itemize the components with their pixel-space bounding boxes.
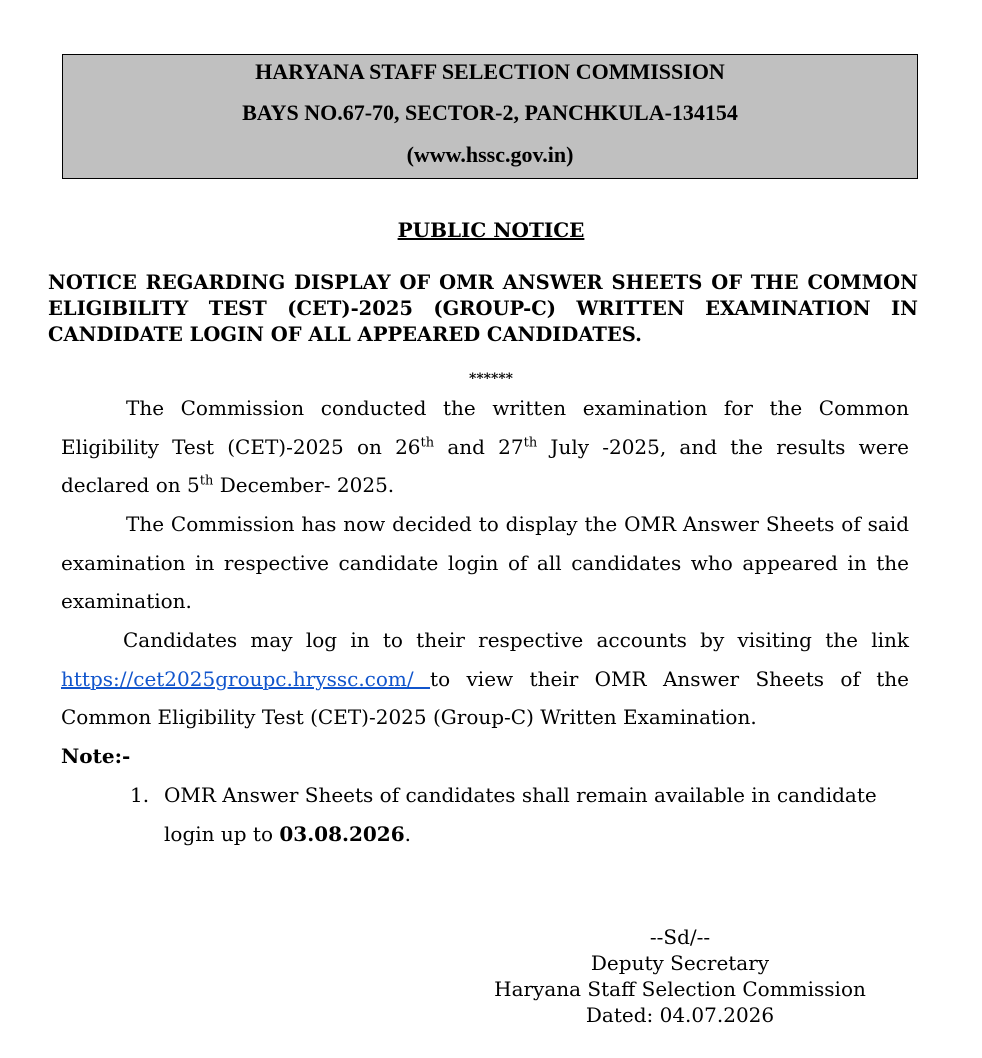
availability-date: 03.08.2026 [279,821,405,846]
header-box [62,54,918,179]
superscript-th: th [523,435,538,451]
note-item-number: 1. [130,783,150,807]
note-label: Note:- [61,744,131,768]
paragraph1-part4: December- 2025. [213,473,395,498]
signatory-organization: Haryana Staff Selection Commission [494,977,866,1001]
signature-sd: --Sd/-- [649,925,711,949]
note-text-after: . [404,821,411,846]
separator: ****** [469,371,513,387]
note-text-before: OMR Answer Sheets of candidates shall remain available in candidate login up to [164,783,877,846]
paragraph-display-decision: The Commission has now decided to display the OMR Answer Sheets of said examination in respective candidate login of all candidates who appeared in the examination. [61,512,909,614]
paragraph-login-instructions [61,621,909,737]
superscript-th: th [199,473,214,489]
notice-date: Dated: 04.07.2026 [585,1003,775,1027]
commission-name: HARYANA STAFF SELECTION COMMISSION [255,59,725,84]
notice-subject: NOTICE REGARDING DISPLAY OF OMR ANSWER SHEETS OF THE COMMON ELIGIBILITY TEST (CET)-2025 (GROUP-C) WRITTEN EXAMINATION IN CANDIDATE LOGIN OF ALL APPEARED CANDIDATES. [48,271,918,346]
paragraph-exam-conducted [61,389,909,505]
candidate-login-link[interactable]: https://cet2025groupc.hryssc.com/ [61,666,431,691]
paragraph1-part2: and 27 [434,434,524,459]
paragraph3-before: Candidates may log in to their respective accounts by visiting the link [123,628,909,652]
signature-block [480,924,880,1028]
superscript-th: th [420,435,435,451]
paragraph1-part1: The Commission conducted the written examination for the Common Eligibility Test (CET)-2025 on 26 [61,396,909,459]
paragraph3-after: to view their OMR Answer Sheets of the Common Eligibility Test (CET)-2025 (Group-C) Written Examination. [61,666,910,730]
note-item-text [164,776,910,853]
signatory-designation: Deputy Secretary [590,951,770,975]
commission-website: (www.hssc.gov.in) [406,142,574,167]
commission-address: BAYS NO.67-70, SECTOR-2, PANCHKULA-134154 [242,100,738,125]
public-notice-heading: PUBLIC NOTICE [397,218,585,242]
paragraph1-part3: July -2025, and the results were declared on 5 [61,434,909,498]
